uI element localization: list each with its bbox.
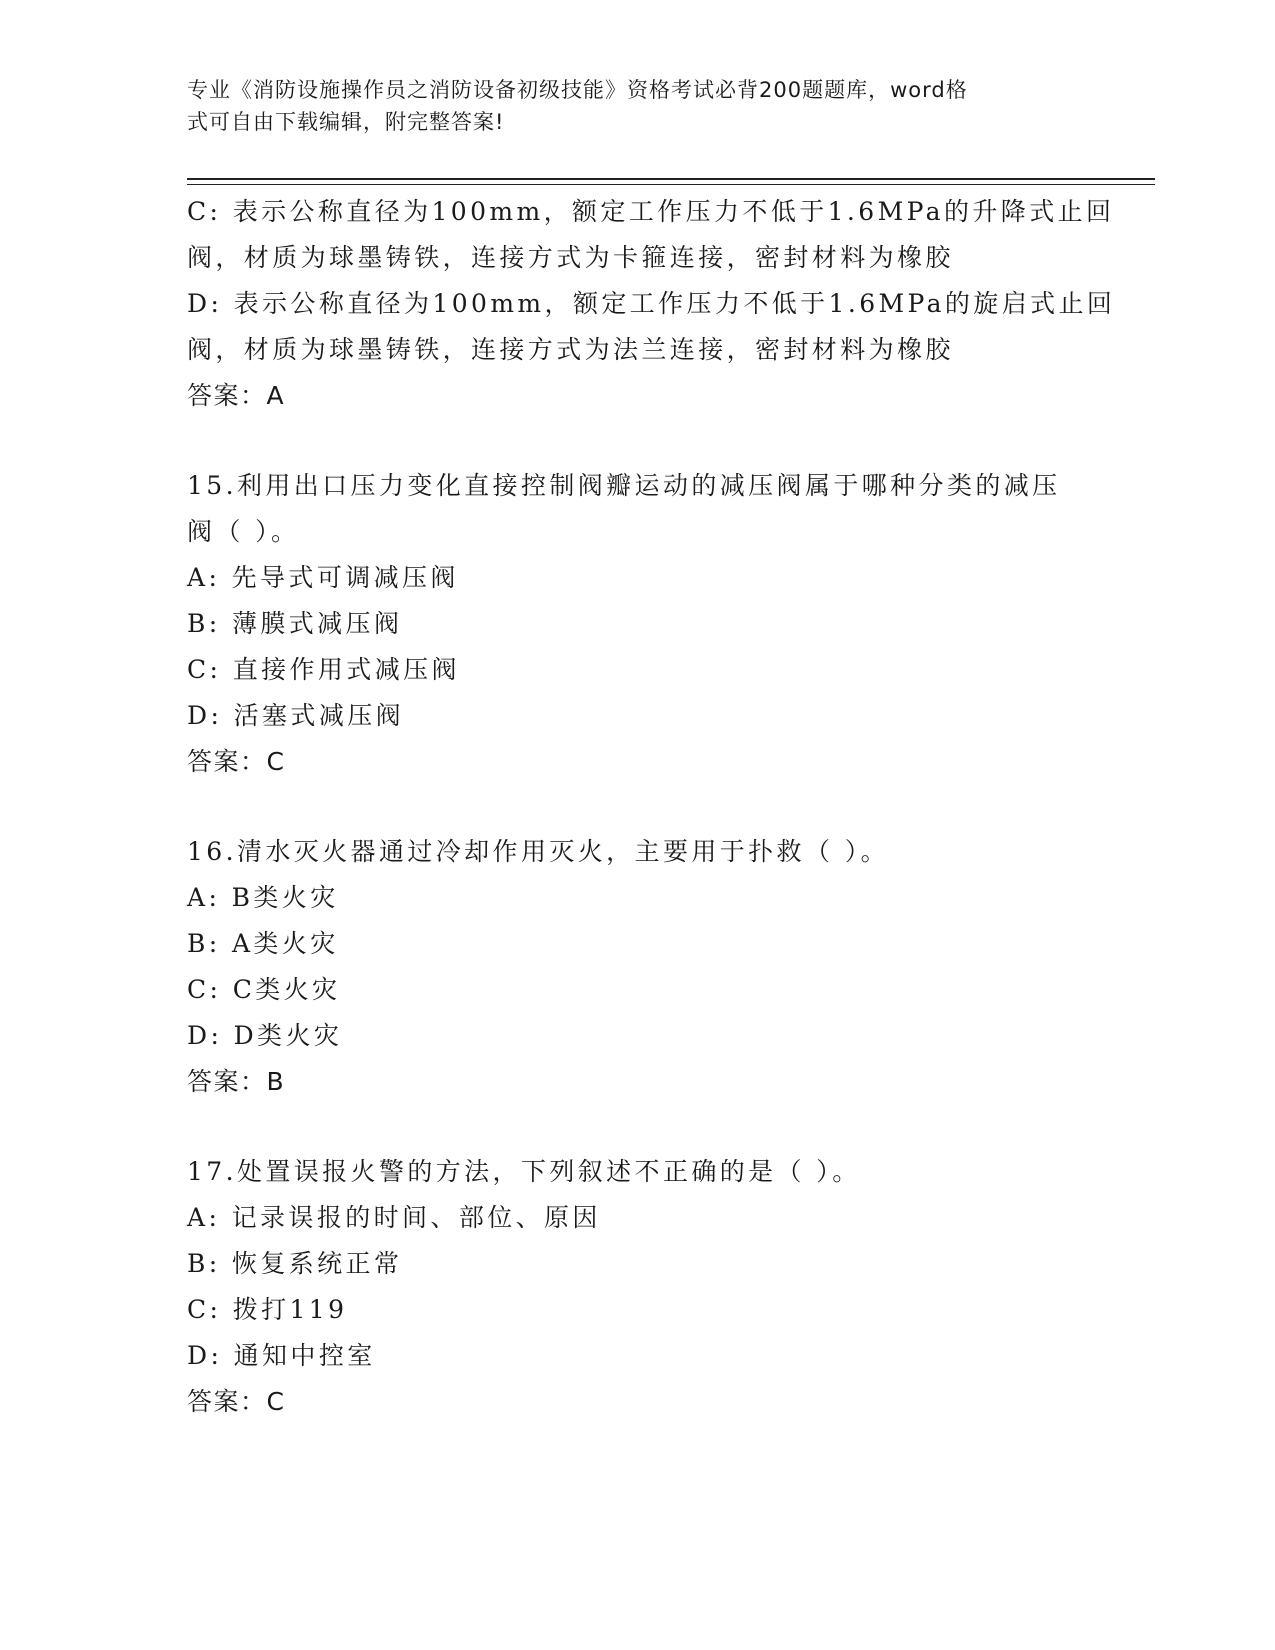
spacer: [187, 419, 1087, 463]
option-b: B: 薄膜式减压阀: [187, 609, 403, 638]
option-b: B: A类火灾: [187, 929, 339, 958]
option-d: D: 通知中控室: [187, 1341, 376, 1370]
question-stem-line-1: 16.清水灭火器通过冷却作用灭火，主要用于扑救（ ）。: [187, 837, 890, 866]
option-d-line-2: 阀，材质为球墨铸铁，连接方式为法兰连接，密封材料为橡胶: [187, 335, 954, 364]
question-17: [187, 1149, 1087, 1425]
question-stem-line-1: 15.利用出口压力变化直接控制阀瓣运动的减压阀属于哪种分类的减压: [187, 471, 1061, 500]
spacer: [187, 1105, 1087, 1149]
option-d-line-1: D: 表示公称直径为100mm，额定工作压力不低于1.6MPa的旋启式止回: [187, 289, 1116, 318]
option-a: A: B类火灾: [187, 883, 339, 912]
option-c-line-1: C: 表示公称直径为100mm，额定工作压力不低于1.6MPa的升降式止回: [187, 197, 1115, 226]
answer-line: 答案：C: [187, 1387, 286, 1416]
question-stem-line-2: 阀（ ）。: [187, 517, 300, 546]
answer-line: 答案：B: [187, 1067, 286, 1096]
answer-line: 答案：C: [187, 747, 286, 776]
document-header: [187, 74, 1067, 138]
option-d: D: 活塞式减压阀: [187, 701, 405, 730]
question-15: [187, 463, 1087, 785]
option-d: D: D类火灾: [187, 1021, 343, 1050]
header-title-line-1: 专业《消防设施操作员之消防设备初级技能》资格考试必背200题题库，word格: [187, 78, 968, 102]
question-content: [187, 189, 1116, 1425]
header-rule-thin: [187, 184, 1155, 185]
option-c: C: 直接作用式减压阀: [187, 655, 460, 684]
carryover-question-14: [187, 189, 1116, 419]
question-stem-line-1: 17.处置误报火警的方法，下列叙述不正确的是（ ）。: [187, 1157, 861, 1186]
option-a: A: 记录误报的时间、部位、原因: [187, 1203, 601, 1232]
answer-line: 答案：A: [187, 381, 286, 410]
option-c-line-2: 阀，材质为球墨铸铁，连接方式为卡箍连接，密封材料为橡胶: [187, 243, 954, 272]
option-c: C: 拨打119: [187, 1295, 348, 1324]
question-16: [187, 829, 1087, 1105]
header-rule-thick: [187, 178, 1155, 180]
option-b: B: 恢复系统正常: [187, 1249, 403, 1278]
option-a: A: 先导式可调减压阀: [187, 563, 459, 592]
option-c: C: C类火灾: [187, 975, 341, 1004]
header-title-line-2: 式可自由下载编辑，附完整答案!: [187, 110, 505, 134]
spacer: [187, 785, 1087, 829]
